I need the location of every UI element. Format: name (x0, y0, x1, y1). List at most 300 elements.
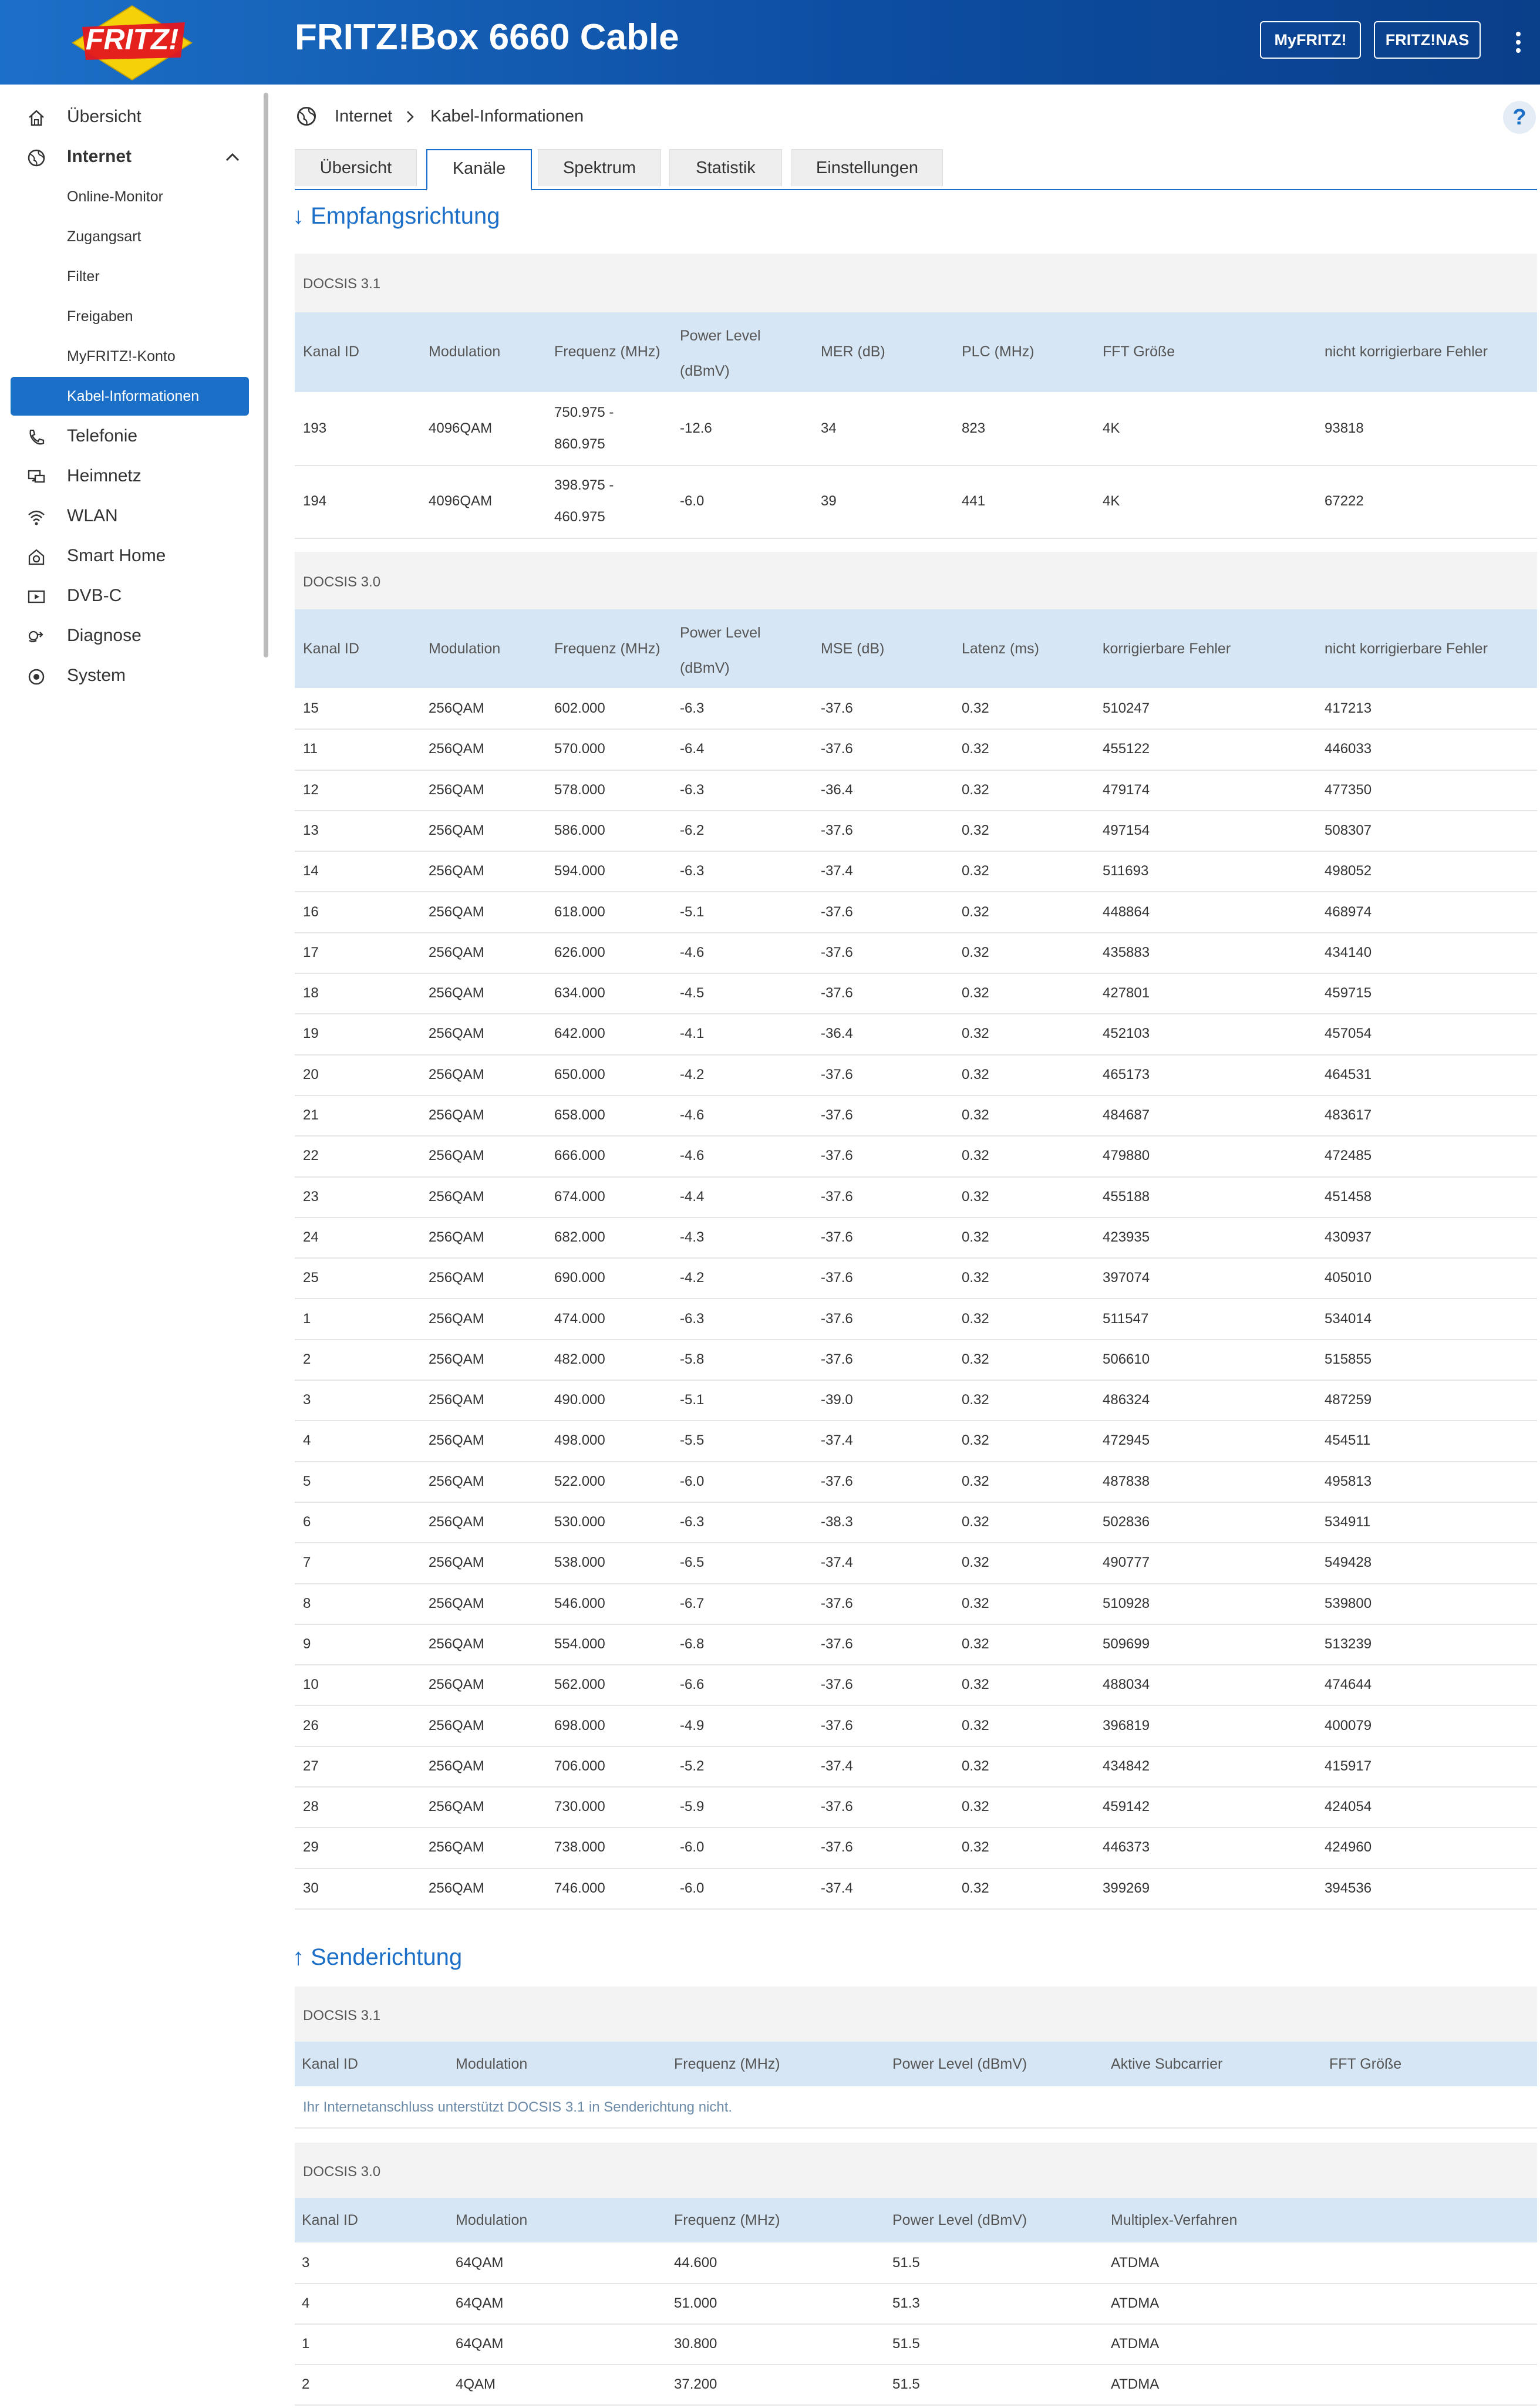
sidebar-item-wlan[interactable] (0, 498, 252, 534)
us30-title: DOCSIS 3.0 (303, 2164, 381, 2180)
ds31-table-header (295, 312, 1537, 392)
help-icon[interactable]: ? (1503, 101, 1536, 134)
table-row (295, 392, 1537, 466)
table-cell: 256QAM (429, 1188, 484, 1205)
us31-table-header (295, 2042, 1537, 2086)
table-cell: -4.1 (680, 1026, 705, 1042)
table-cell: 256QAM (429, 1554, 484, 1571)
table-cell: 0.32 (962, 1026, 989, 1042)
table-cell: 484687 (1103, 1107, 1150, 1123)
tab-statistik[interactable]: Statistik (669, 149, 782, 186)
sidebar-subitem-label: Filter (67, 268, 100, 285)
table-cell: 3 (303, 1392, 311, 1408)
table-cell: -4.4 (680, 1188, 705, 1205)
table-cell: 396819 (1103, 1717, 1150, 1734)
table-cell: 510928 (1103, 1595, 1150, 1611)
logo-text: FRITZ! (85, 23, 179, 56)
table-cell: 424054 (1325, 1799, 1372, 1815)
table-cell: 482.000 (554, 1351, 605, 1367)
table-cell: 2 (303, 1351, 311, 1367)
tab-einstellungen[interactable]: Einstellungen (791, 149, 943, 186)
tv-icon (27, 588, 46, 606)
table-row (295, 2242, 1537, 2284)
table-cell: 4096QAM (429, 420, 493, 436)
col-header: FFT Größe (1103, 343, 1175, 360)
breadcrumb-internet[interactable]: Internet (335, 107, 393, 126)
table-row (295, 2364, 1537, 2406)
table-cell: -37.4 (821, 1880, 853, 1896)
table-cell: 194 (303, 493, 327, 509)
table-cell: 30.800 (674, 2336, 717, 2352)
table-cell: 554.000 (554, 1635, 605, 1652)
table-cell: -6.3 (680, 863, 705, 879)
fritznas-button[interactable]: FRITZ!NAS (1374, 21, 1481, 59)
table-cell: 454511 (1325, 1432, 1371, 1449)
table-cell: -6.4 (680, 741, 705, 757)
table-cell: -12.6 (680, 420, 712, 436)
table-cell: 0.32 (962, 1880, 989, 1896)
table-cell: 10 (303, 1677, 319, 1693)
table-cell: -6.2 (680, 822, 705, 838)
globe-icon (296, 106, 317, 127)
table-cell: 497154 (1103, 822, 1150, 838)
table-row (295, 1827, 1537, 1869)
col-header: Modulation (456, 2056, 528, 2072)
sidebar-subitem-online-monitor[interactable] (11, 178, 249, 215)
table-cell: -37.4 (821, 863, 853, 879)
table-cell: -37.6 (821, 1595, 853, 1611)
table-cell: 0.32 (962, 903, 989, 920)
table-cell: ATDMA (1111, 2255, 1160, 2271)
table-cell: ATDMA (1111, 2336, 1160, 2352)
sidebar-item-diagnose[interactable] (0, 618, 252, 654)
tab-kanaele[interactable]: Kanäle (426, 149, 532, 191)
table-cell: 538.000 (554, 1554, 605, 1571)
table-cell: 51.5 (892, 2376, 920, 2392)
table-cell: 5 (303, 1473, 311, 1489)
table-cell: 23 (303, 1188, 319, 1205)
table-cell: 459142 (1103, 1799, 1150, 1815)
col-header: Power Level (dBmV) (892, 2056, 1027, 2072)
table-cell: 93818 (1325, 420, 1364, 436)
table-row (295, 1095, 1537, 1136)
table-cell: 0.32 (962, 822, 989, 838)
table-cell: 0.32 (962, 1351, 989, 1367)
home-icon (27, 109, 46, 127)
table-cell: 495813 (1325, 1473, 1372, 1489)
table-row (295, 1257, 1537, 1299)
table-cell: 423935 (1103, 1229, 1150, 1245)
table-cell: 446373 (1103, 1839, 1150, 1856)
table-cell: 465173 (1103, 1066, 1150, 1082)
table-cell: -4.3 (680, 1229, 705, 1245)
tab-uebersicht[interactable]: Übersicht (295, 149, 417, 186)
table-cell: -6.0 (680, 1880, 705, 1896)
table-cell: 19 (303, 1026, 319, 1042)
ds31-title-band (295, 254, 1537, 312)
sidebar-item-smart-home[interactable] (0, 538, 252, 574)
col-header: Power Level (dBmV) (680, 328, 761, 379)
table-cell: 474.000 (554, 1310, 605, 1327)
table-cell: 634.000 (554, 985, 605, 1001)
note-text: Ihr Internetanschluss unterstützt DOCSIS 3.1 in Senderichtung nicht. (303, 2099, 733, 2115)
table-cell: 24 (303, 1229, 319, 1245)
table-cell: -38.3 (821, 1514, 853, 1530)
table-cell: -39.0 (821, 1392, 853, 1408)
table-cell: 4096QAM (429, 493, 493, 509)
table-cell: -6.3 (680, 1514, 705, 1530)
table-cell: -37.6 (821, 1229, 853, 1245)
home-network-icon (27, 468, 46, 487)
table-cell: 64QAM (456, 2295, 504, 2311)
table-cell: 3 (302, 2255, 310, 2271)
table-row (295, 1542, 1537, 1584)
table-row (295, 1380, 1537, 1421)
table-cell: 0.32 (962, 1839, 989, 1856)
table-cell: 64QAM (456, 2255, 504, 2271)
sidebar-item-heimnetz[interactable] (0, 458, 252, 494)
table-row (295, 1054, 1537, 1096)
sidebar-item-label: Internet (67, 147, 132, 166)
table-cell: 21 (303, 1107, 319, 1123)
table-cell: 488034 (1103, 1677, 1150, 1693)
table-cell: -4.2 (680, 1270, 705, 1286)
sidebar-subitem-myfritz-konto[interactable] (11, 338, 249, 375)
table-cell: 0.32 (962, 1107, 989, 1123)
table-row (295, 973, 1537, 1014)
col-header: Power Level (dBmV) (892, 2212, 1027, 2228)
sidebar-item-label: WLAN (67, 506, 118, 525)
table-cell: 487838 (1103, 1473, 1150, 1489)
tab-spektrum[interactable]: Spektrum (538, 149, 661, 186)
table-cell: -37.6 (821, 903, 853, 920)
table-row (295, 1299, 1537, 1340)
table-cell: 472945 (1103, 1432, 1150, 1449)
table-cell: -37.6 (821, 985, 853, 1001)
table-cell: 452103 (1103, 1026, 1150, 1042)
table-cell: 0.32 (962, 781, 989, 798)
table-row (295, 1420, 1537, 1462)
table-cell: 0.32 (962, 1148, 989, 1164)
table-cell: 730.000 (554, 1799, 605, 1815)
table-row (295, 1624, 1537, 1665)
table-cell: 51.000 (674, 2295, 717, 2311)
table-cell: -37.6 (821, 1107, 853, 1123)
table-cell: 0.32 (962, 1717, 989, 1734)
table-cell: 256QAM (429, 1514, 484, 1530)
table-cell: 479880 (1103, 1148, 1150, 1164)
table-row (295, 851, 1537, 892)
table-cell: 602.000 (554, 700, 605, 716)
col-header: Frequenz (MHz) (674, 2212, 780, 2228)
col-header: Modulation (429, 343, 501, 360)
sidebar-item-telefonie[interactable] (0, 418, 252, 454)
ds31-title: DOCSIS 3.1 (303, 276, 381, 292)
table-cell: 256QAM (429, 1310, 484, 1327)
sidebar-item-label: Heimnetz (67, 466, 141, 485)
table-cell: -6.5 (680, 1554, 705, 1571)
system-icon (27, 667, 46, 686)
col-header: korrigierbare Fehler (1103, 640, 1231, 657)
table-cell: 682.000 (554, 1229, 605, 1245)
table-cell: 9 (303, 1635, 311, 1652)
table-cell: -37.6 (821, 1310, 853, 1327)
table-cell: -4.6 (680, 944, 705, 960)
sidebar-subitem-zugangsart[interactable] (11, 218, 249, 255)
table-cell: 539800 (1325, 1595, 1372, 1611)
table-cell: -37.6 (821, 1839, 853, 1856)
table-cell: 44.600 (674, 2255, 717, 2271)
table-cell: 256QAM (429, 1066, 484, 1082)
table-cell: 515855 (1325, 1351, 1372, 1367)
sidebar-item-label: Diagnose (67, 626, 141, 645)
wifi-icon (27, 508, 46, 527)
table-cell: 522.000 (554, 1473, 605, 1489)
ds30-table-header (295, 609, 1537, 688)
table-cell: 51.3 (892, 2295, 920, 2311)
col-header: Aktive Subcarrier (1111, 2056, 1223, 2072)
table-cell: 823 (962, 420, 986, 436)
sidebar-item-dvb-c[interactable] (0, 578, 252, 614)
table-row (295, 1705, 1537, 1747)
table-cell: 642.000 (554, 1026, 605, 1042)
table-cell: 16 (303, 903, 319, 920)
col-header: Frequenz (MHz) (554, 343, 661, 360)
table-cell: -6.6 (680, 1677, 705, 1693)
table-cell: 12 (303, 781, 319, 798)
table-cell: 457054 (1325, 1026, 1372, 1042)
table-cell: 0.32 (962, 1392, 989, 1408)
table-cell: 446033 (1325, 741, 1372, 757)
table-cell: 479174 (1103, 781, 1150, 798)
sidebar-item-label: Telefonie (67, 426, 138, 446)
table-cell: 405010 (1325, 1270, 1372, 1286)
table-cell: 474644 (1325, 1677, 1372, 1693)
sidebar-scrollbar[interactable] (264, 93, 268, 657)
sidebar-subitem-label: Zugangsart (67, 228, 141, 245)
table-cell: ATDMA (1111, 2295, 1160, 2311)
table-cell: 502836 (1103, 1514, 1150, 1530)
table-cell: 0.32 (962, 1595, 989, 1611)
table-cell: 658.000 (554, 1107, 605, 1123)
table-cell: -6.3 (680, 781, 705, 798)
table-cell: 510247 (1103, 700, 1150, 716)
top-header (0, 0, 1540, 85)
table-cell: 674.000 (554, 1188, 605, 1205)
table-cell: 256QAM (429, 863, 484, 879)
table-cell: 0.32 (962, 1310, 989, 1327)
table-cell: 22 (303, 1148, 319, 1164)
table-cell: 698.000 (554, 1717, 605, 1734)
table-cell: 256QAM (429, 1432, 484, 1449)
table-cell: 67222 (1325, 493, 1364, 509)
table-cell: 2 (302, 2376, 310, 2392)
col-header: Modulation (456, 2212, 528, 2228)
table-cell: 0.32 (962, 1229, 989, 1245)
table-cell: -37.6 (821, 1351, 853, 1367)
table-cell: 424960 (1325, 1839, 1372, 1856)
table-cell: 490.000 (554, 1392, 605, 1408)
table-cell: 14 (303, 863, 319, 879)
table-row (295, 810, 1537, 852)
table-cell: 562.000 (554, 1677, 605, 1693)
table-cell: -6.0 (680, 1473, 705, 1489)
table-cell: 25 (303, 1270, 319, 1286)
table-cell: 18 (303, 985, 319, 1001)
table-cell: -4.6 (680, 1148, 705, 1164)
table-cell: -6.0 (680, 1839, 705, 1856)
table-cell: -36.4 (821, 1026, 853, 1042)
table-cell: 0.32 (962, 944, 989, 960)
table-cell: 1 (303, 1310, 311, 1327)
table-cell: -5.2 (680, 1758, 705, 1774)
us31-title-band (295, 1987, 1537, 2042)
table-cell: 434140 (1325, 944, 1372, 960)
table-cell: -37.6 (821, 741, 853, 757)
table-cell: 20 (303, 1066, 319, 1082)
table-cell: -5.5 (680, 1432, 705, 1449)
more-vertical-icon[interactable] (1511, 25, 1525, 60)
table-cell: 29 (303, 1839, 319, 1856)
table-cell: 706.000 (554, 1758, 605, 1774)
table-row (295, 1746, 1537, 1788)
breadcrumb-current: Kabel-Informationen (430, 107, 584, 126)
table-row (295, 770, 1537, 811)
table-cell: 513239 (1325, 1635, 1372, 1652)
table-cell: 28 (303, 1799, 319, 1815)
table-cell: 626.000 (554, 944, 605, 960)
table-cell: 0.32 (962, 1432, 989, 1449)
table-cell: 256QAM (429, 1270, 484, 1286)
table-cell: 487259 (1325, 1392, 1372, 1408)
table-cell: -6.0 (680, 493, 705, 509)
table-cell: 534014 (1325, 1310, 1372, 1327)
table-cell: -37.6 (821, 1717, 853, 1734)
col-header: Kanal ID (302, 2212, 358, 2228)
table-cell: 0.32 (962, 1066, 989, 1082)
table-row (295, 2323, 1537, 2365)
table-cell: 17 (303, 944, 319, 960)
product-title: FRITZ!Box 6660 Cable (295, 17, 679, 58)
table-cell: -5.1 (680, 903, 705, 920)
table-cell: ATDMA (1111, 2376, 1160, 2392)
table-cell: 0.32 (962, 1677, 989, 1693)
table-cell: -37.6 (821, 1188, 853, 1205)
table-cell: -5.1 (680, 1392, 705, 1408)
table-row (295, 2283, 1537, 2325)
sidebar-subitem-label: Kabel-Informationen (67, 388, 200, 404)
table-row (295, 1786, 1537, 1828)
chevron-up-icon[interactable] (224, 149, 241, 166)
sidebar-subitem-freigaben[interactable] (11, 298, 249, 335)
table-cell: 256QAM (429, 1595, 484, 1611)
table-cell: 394536 (1325, 1880, 1372, 1896)
table-cell: -4.9 (680, 1717, 705, 1734)
table-cell: 256QAM (429, 1229, 484, 1245)
table-cell: -6.3 (680, 1310, 705, 1327)
table-cell: 0.32 (962, 741, 989, 757)
table-cell: 4K (1103, 420, 1120, 436)
table-cell: 256QAM (429, 1392, 484, 1408)
table-cell: 256QAM (429, 985, 484, 1001)
col-header: Frequenz (MHz) (674, 2056, 780, 2072)
table-cell: 256QAM (429, 1880, 484, 1896)
table-cell: 0.32 (962, 1270, 989, 1286)
table-cell: 570.000 (554, 741, 605, 757)
table-cell: 578.000 (554, 781, 605, 798)
table-cell: 256QAM (429, 781, 484, 798)
table-cell: 256QAM (429, 1026, 484, 1042)
table-row (295, 1176, 1537, 1218)
sidebar-subitem-filter[interactable] (11, 258, 249, 295)
table-cell: 448864 (1103, 903, 1150, 920)
table-cell: 256QAM (429, 700, 484, 716)
table-cell: -37.6 (821, 1473, 853, 1489)
table-row (295, 688, 1537, 730)
table-cell: 13 (303, 822, 319, 838)
table-cell: 459715 (1325, 985, 1372, 1001)
table-cell: 398.975 - 460.975 (554, 477, 614, 525)
table-cell: 256QAM (429, 1799, 484, 1815)
table-row (295, 1217, 1537, 1259)
sidebar-item-uebersicht[interactable] (0, 99, 252, 135)
table-row (295, 1135, 1537, 1177)
table-cell: 7 (303, 1554, 311, 1571)
table-cell: 455122 (1103, 741, 1150, 757)
us30-title-band (295, 2143, 1537, 2198)
table-cell: 0.32 (962, 1635, 989, 1652)
table-cell: 738.000 (554, 1839, 605, 1856)
table-cell: 8 (303, 1595, 311, 1611)
smart-home-icon (27, 548, 46, 566)
table-cell: 0.32 (962, 863, 989, 879)
myfritz-button[interactable]: MyFRITZ! (1260, 21, 1361, 59)
sidebar-subitem-kabel-informationen[interactable] (11, 377, 249, 416)
chevron-right-icon (404, 108, 417, 126)
table-row (295, 1013, 1537, 1055)
table-cell: -6.8 (680, 1635, 705, 1652)
sidebar-item-label: DVB-C (67, 586, 122, 605)
table-cell: 27 (303, 1758, 319, 1774)
table-cell: 0.32 (962, 1799, 989, 1815)
table-cell: -5.8 (680, 1351, 705, 1367)
table-cell: 256QAM (429, 1351, 484, 1367)
table-cell: 455188 (1103, 1188, 1150, 1205)
table-cell: 0.32 (962, 985, 989, 1001)
table-cell: -37.4 (821, 1758, 853, 1774)
col-header: Kanal ID (303, 640, 359, 657)
table-cell: 0.32 (962, 1473, 989, 1489)
table-cell: -37.4 (821, 1432, 853, 1449)
table-cell: 51.5 (892, 2336, 920, 2352)
table-cell: 549428 (1325, 1554, 1372, 1571)
sidebar-item-system[interactable] (0, 657, 252, 694)
col-header: Multiplex-Verfahren (1111, 2212, 1238, 2228)
table-cell: 397074 (1103, 1270, 1150, 1286)
col-header: PLC (MHz) (962, 343, 1034, 360)
table-cell: 256QAM (429, 903, 484, 920)
table-cell: -37.6 (821, 700, 853, 716)
sidebar-item-internet[interactable] (0, 139, 252, 175)
table-cell: 441 (962, 493, 986, 509)
table-cell: -37.6 (821, 1677, 853, 1693)
table-cell: 193 (303, 420, 327, 436)
table-cell: -5.9 (680, 1799, 705, 1815)
table-cell: -6.7 (680, 1595, 705, 1611)
fritz-logo[interactable] (70, 4, 194, 82)
table-cell: 256QAM (429, 1717, 484, 1734)
table-cell: -37.6 (821, 1270, 853, 1286)
